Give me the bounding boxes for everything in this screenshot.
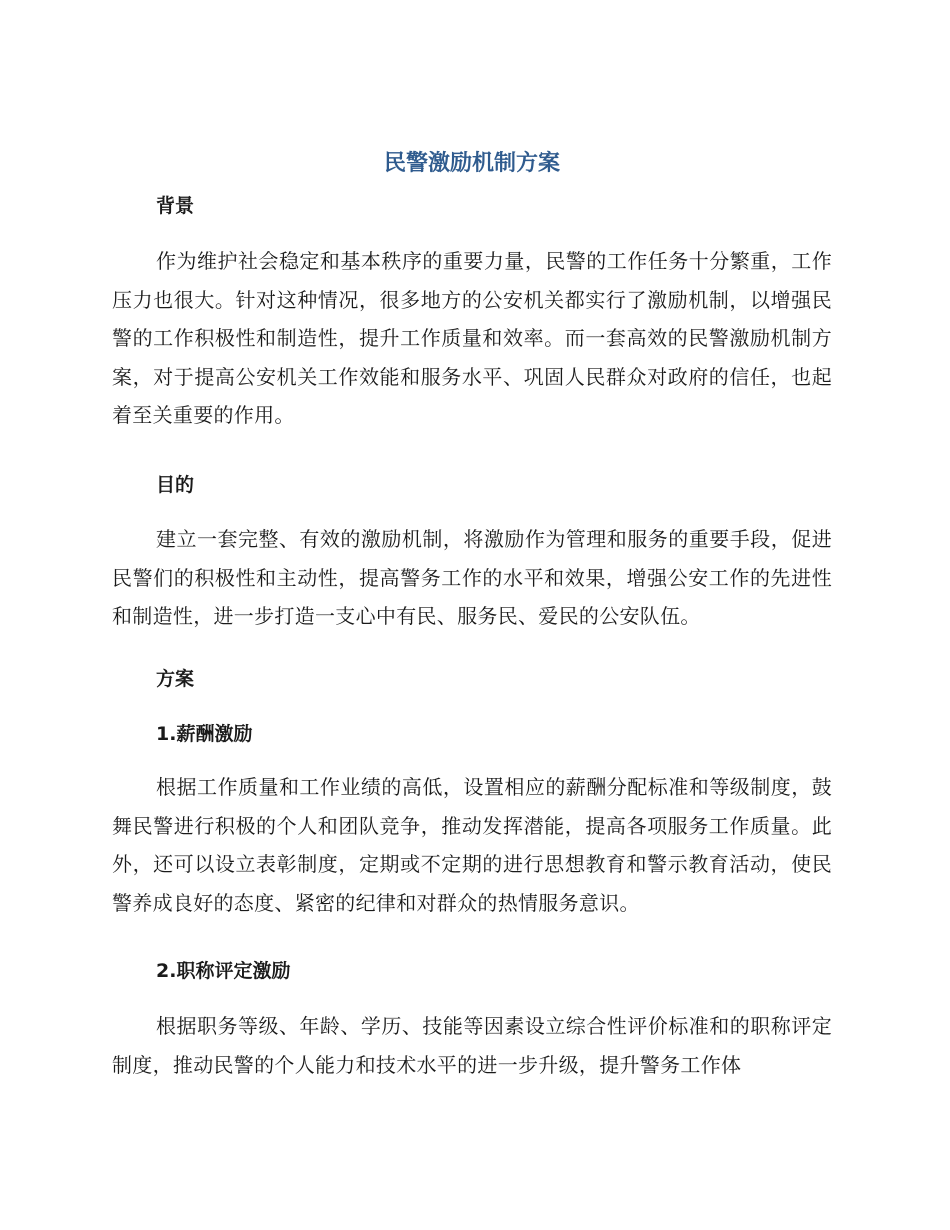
heading-title-eval: 2.职称评定激励 — [156, 960, 291, 982]
document-title: 民警激励机制方案 — [383, 151, 560, 176]
paragraph-title-eval: 根据职务等级、年龄、学历、技能等因素设立综合性评价标准和的职称评定制度，推动民警的个人能力和技术水平的进一步升级，提升警务工作体 — [112, 1014, 832, 1077]
paragraph-background: 作为维护社会稳定和基本秩序的重要力量，民警的工作任务十分繁重，工作压力也很大。针对这种情况，很多地方的公安机关都实行了激励机制，以增强民警的工作积极性和制造性，提升工作质量和效率。而一套高效的民警激励机制方案，对于提高公安机关工作效能和服务水平、巩固人民群众对政府的信任，也起着至关重要的作用。 — [112, 249, 832, 427]
paragraph-purpose: 建立一套完整、有效的激励机制，将激励作为管理和服务的重要手段，促进民警们的积极性和主动性，提高警务工作的水平和效果，增强公安工作的先进性和制造性，进一步打造一支心中有民、服务民、爱民的公安队伍。 — [112, 527, 832, 628]
paragraph-salary: 根据工作质量和工作业绩的高低，设置相应的薪酬分配标准和等级制度，鼓舞民警进行积极的个人和团队竞争，推动发挥潜能，提高各项服务工作质量。此外，还可以设立表彰制度，定期或不定期的进行思想教育和警示教育活动，使民警养成良好的态度、紧密的纪律和对群众的热情服务意识。 — [112, 775, 832, 915]
heading-salary: 1.薪酬激励 — [156, 723, 253, 745]
heading-plan: 方案 — [156, 668, 195, 690]
heading-purpose: 目的 — [156, 474, 195, 496]
heading-background: 背景 — [156, 195, 195, 217]
